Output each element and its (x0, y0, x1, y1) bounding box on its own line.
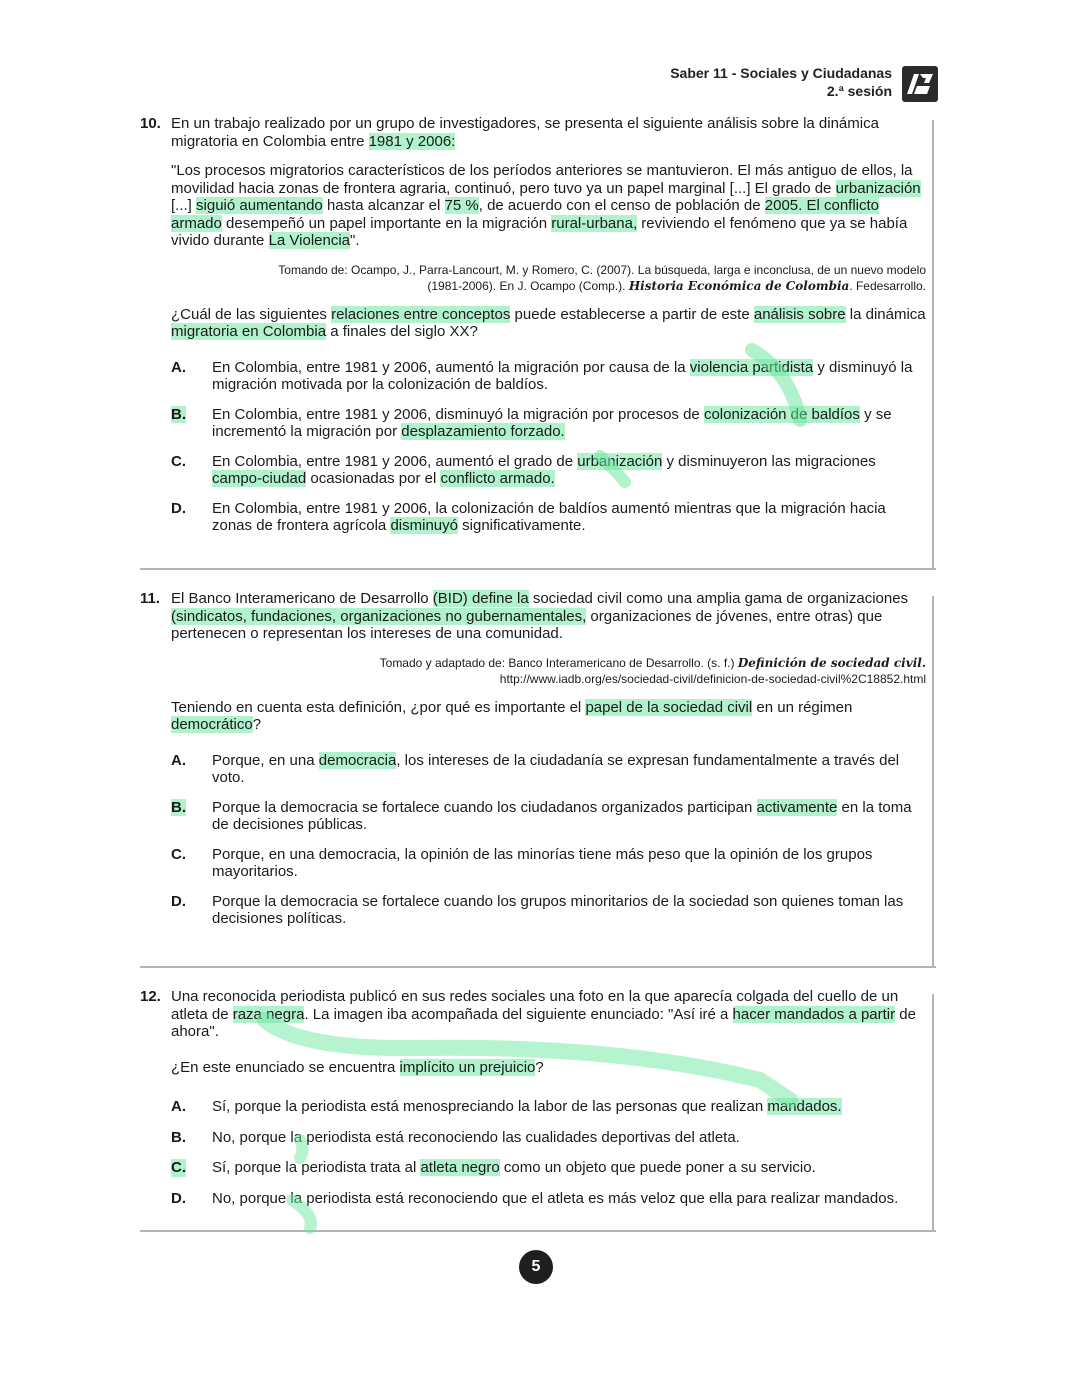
answer-options (140, 752, 926, 928)
option-b[interactable]: B. Porque la democracia se fortalece cuando los ciudadanos organizados participan activamente en la toma de decisiones públicas. (171, 798, 912, 833)
source-citation: Tomado y adaptado de: Banco Interamericano de Desarrollo. (s. f.) Definición de sociedad civil. http://www.iadb.org/es/sociedad-civil/definicion-de-sociedad-civil%2C18852.html (379, 655, 926, 686)
source-citation: Tomando de: Ocampo, J., Parra-Lancourt, M. y Romero, C. (2007). La búsqueda, larga e inconclusa, de un nuevo modelo (1981-2006). En J. Ocampo (Comp.). Historia Económica de Colombia. Fedesarrollo. (278, 262, 926, 293)
section-divider (140, 568, 936, 570)
question-intro: En un trabajo realizado por un grupo de investigadores, se presenta el siguiente análisis sobre la dinámica migratoria en Colombia entre 1981 y 2006: (171, 115, 879, 150)
option-d[interactable]: D. Porque la democracia se fortalece cuando los grupos minoritarios de la sociedad son quienes toman las decisiones políticas. (171, 892, 904, 927)
question-number: 11. (140, 590, 161, 607)
question-number: 10. (140, 115, 161, 132)
section-border (932, 596, 934, 968)
option-c[interactable]: C. Porque, en una democracia, la opinión de las minorías tiene más peso que la opinión de los grupos mayoritarios. (171, 845, 873, 880)
question-12 (140, 988, 926, 1219)
question-number: 12. (140, 988, 161, 1005)
option-a[interactable]: A. Porque, en una democracia, los intereses de la ciudadanía se expresan fundamentalmente a través del voto. (171, 751, 900, 786)
question-10 (140, 115, 926, 547)
option-a[interactable]: A. Sí, porque la periodista está menospreciando la labor de las personas que realizan mandados. (171, 1098, 842, 1115)
question-prompt: ¿Cuál de las siguientes relaciones entre conceptos puede establecerse a partir de este análisis sobre la dinámica migratoria en Colombia a finales del siglo XX? (171, 305, 926, 340)
question-intro: El Banco Interamericano de Desarrollo (BID) define la sociedad civil como una amplia gama de organizaciones (sindicatos, fundaciones, organizaciones no gubernamentales, organizaciones de jóvenes, entre otras) que pertenecen o representan los intereses de una comunidad. (171, 590, 909, 642)
option-a[interactable]: A. En Colombia, entre 1981 y 2006, aumentó la migración por causa de la violencia partidista y disminuyó la migración motivada por la colonización de baldíos. (171, 358, 913, 393)
question-prompt: Teniendo en cuenta esta definición, ¿por qué es importante el papel de la sociedad civil en un régimen democrático? (171, 698, 853, 733)
option-b[interactable]: B. En Colombia, entre 1981 y 2006, disminuyó la migración por procesos de colonización de baldíos y se incrementó la migración por desplazamiento forzado. (171, 405, 892, 440)
section-border (932, 120, 934, 570)
answer-options (140, 359, 926, 535)
option-d[interactable]: D. En Colombia, entre 1981 y 2006, la colonización de baldíos aumentó mientras que la migración hacia zonas de frontera agrícola disminuyó significativamente. (171, 499, 886, 534)
option-c[interactable]: C. En Colombia, entre 1981 y 2006, aumentó el grado de urbanización y disminuyeron las migraciones campo-ciudad ocasionadas por el conflicto armado. (171, 452, 876, 487)
icfes-logo-icon (902, 66, 938, 102)
page-header (670, 64, 892, 100)
section-border (932, 994, 934, 1232)
question-11 (140, 590, 926, 940)
question-intro: Una reconocida periodista publicó en sus redes sociales una foto en la que aparecía colgada del cuello de un atleta de raza negra. La imagen iba acompañada del siguiente enunciado: "Así iré a hacer mandados a partir de ahora". (171, 988, 916, 1040)
question-prompt: ¿En este enunciado se encuentra implícito un prejuicio? (171, 1058, 544, 1076)
quoted-analysis: "Los procesos migratorios característicos de los períodos anteriores se mantuvieron. El más antiguo de ellos, la movilidad hacia zonas de frontera agraria, continuó, pero tuvo ya un papel marginal [...] El grado de urbanización [...] siguió aumentando hasta alcanzar el 75 %, de acuerdo con el censo de población de 2005. El conflicto armado desempeñó un papel importante en la migración rural-urbana, reviviendo el fenómeno que ya se había vivido durante La Violencia". (171, 162, 921, 249)
option-c[interactable]: C. Sí, porque la periodista trata al atleta negro como un objeto que puede poner a su servicio. (171, 1159, 816, 1176)
section-divider (140, 1230, 936, 1232)
section-divider (140, 966, 936, 968)
page-number: 5 (519, 1250, 553, 1284)
option-b[interactable]: B. No, porque la periodista está reconociendo las cualidades deportivas del atleta. (171, 1128, 740, 1146)
option-d[interactable]: D. No, porque la periodista está reconociendo que el atleta es más veloz que ella para realizar mandados. (171, 1189, 899, 1207)
answer-options (140, 1098, 926, 1207)
header-session: 2.ª sesión (826, 83, 892, 99)
header-title: Saber 11 - Sociales y Ciudadanas (670, 65, 892, 81)
